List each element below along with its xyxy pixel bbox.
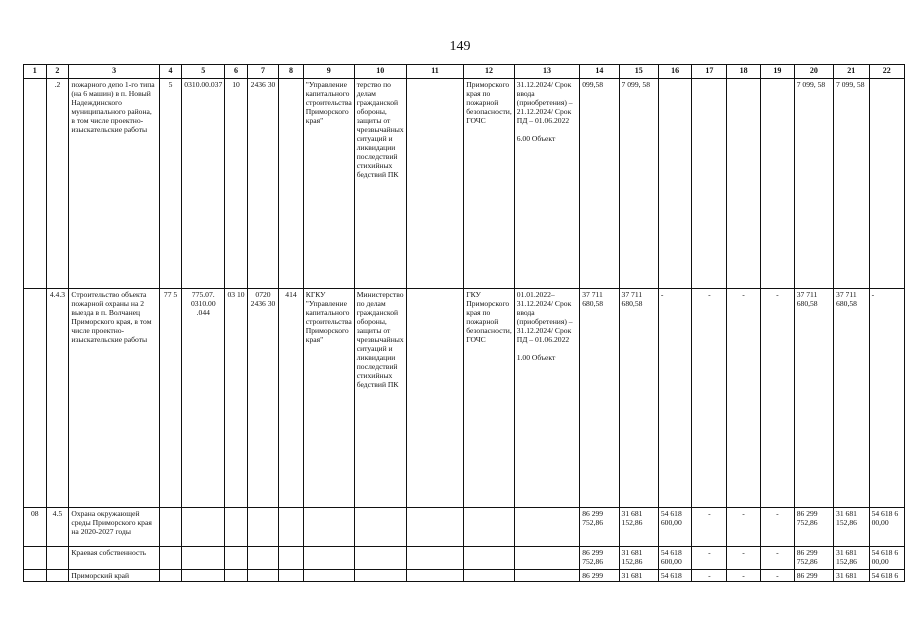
column-header: 19 (760, 65, 794, 79)
table-cell-col-3: пожарного депо 1-го типа (на 6 машин) в п. Новый Надеждинского муниципального района, в том числе проектно-изыскательские работы (69, 79, 159, 289)
table-cell-col-22: 54 618 6 00,00 (869, 508, 904, 547)
table-cell-col-7: 0720 2436 30 (247, 289, 278, 508)
column-header: 4 (159, 65, 182, 79)
table-cell-col-14: 86 299 752,86 (580, 547, 619, 570)
table-cell-col-21: 31 681 152,86 (834, 547, 870, 570)
table-cell-col-17 (692, 79, 727, 289)
column-header: 13 (514, 65, 579, 79)
table-cell-col-5: 0310.00.037 (182, 79, 225, 289)
column-header: 16 (658, 65, 692, 79)
table-cell-col-5 (182, 547, 225, 570)
table-cell-col-19: - (760, 289, 794, 508)
table-cell-col-6 (225, 508, 248, 547)
table-cell-col-15: 31 681 (619, 570, 658, 582)
table-cell-col-13 (514, 547, 579, 570)
table-cell-col-20: 7 099, 58 (794, 79, 833, 289)
column-header-row (24, 65, 905, 79)
table-cell-col-15: 31 681 152,86 (619, 547, 658, 570)
table-cell-col-8 (279, 570, 304, 582)
table-cell-col-8 (279, 508, 304, 547)
page-number: 149 (449, 39, 471, 54)
table-cell-col-1 (24, 570, 47, 582)
table-cell-col-3: Строительство объекта пожарной охраны на 2 выезда в п. Волчанец Приморского края, в том числе проектно-изыскательские работы (69, 289, 159, 508)
table-cell-col-3: Приморский край (69, 570, 159, 582)
column-header: 17 (692, 65, 727, 79)
table-cell-col-12: ГКУ Приморского края по пожарной безопасности, ГОЧС (464, 289, 514, 508)
column-header: 2 (46, 65, 69, 79)
column-header: 11 (406, 65, 464, 79)
table-cell-col-13 (514, 570, 579, 582)
table-cell-col-21: 31 681 152,86 (834, 508, 870, 547)
table-cell-col-10: терство по делам гражданской обороны, защиты от чрезвычайных ситуаций и ликвидации последствий стихийных бедствий ПК (354, 79, 406, 289)
table-row (24, 570, 905, 582)
table-cell-col-18 (727, 79, 761, 289)
table-cell-col-4 (159, 547, 182, 570)
table-cell-col-14: 86 299 752,86 (580, 508, 619, 547)
table-cell-col-7 (247, 570, 278, 582)
table-cell-col-15: 7 099, 58 (619, 79, 658, 289)
table-cell-col-20: 86 299 (794, 570, 833, 582)
table-cell-col-12: Приморского края по пожарной безопасности, ГОЧС (464, 79, 514, 289)
table-cell-col-15: 31 681 152,86 (619, 508, 658, 547)
column-header: 1 (24, 65, 47, 79)
table-cell-col-18: - (727, 547, 761, 570)
table-cell-col-1: 08 (24, 508, 47, 547)
table-cell-col-22: 54 618 6 (869, 570, 904, 582)
table-cell-col-18: - (727, 289, 761, 508)
table-cell-col-16: 54 618 600,00 (658, 508, 692, 547)
table-cell-col-21: 37 711 680,58 (834, 289, 870, 508)
table-cell-col-1 (24, 547, 47, 570)
table-cell-col-20: 86 299 752,86 (794, 547, 833, 570)
table-cell-col-4 (159, 508, 182, 547)
table-cell-col-18: - (727, 508, 761, 547)
table-cell-col-17: - (692, 289, 727, 508)
table-cell-col-16: 54 618 600,00 (658, 547, 692, 570)
table-cell-col-1 (24, 289, 47, 508)
table-cell-col-4: 5 (159, 79, 182, 289)
table-cell-col-9 (303, 508, 354, 547)
table-cell-col-9: КГКУ "Управление капитального строительства Приморского края" (303, 289, 354, 508)
budget-table (23, 64, 905, 582)
table-cell-col-19 (760, 79, 794, 289)
table-cell-col-5: 775.07. 0310.00 .044 (182, 289, 225, 508)
table-cell-col-13: 01.01.2022– 31.12.2024/ Срок ввода (приобретения) – 31.12.2024/ Срок ПД – 01.06.2022 1.00 Объект (514, 289, 579, 508)
table-cell-col-10 (354, 547, 406, 570)
column-header: 8 (279, 65, 304, 79)
table-cell-col-2: .2 (46, 79, 69, 289)
table-cell-col-21: 7 099, 58 (834, 79, 870, 289)
table-cell-col-3: Охрана окружающей среды Приморского края на 2020-2027 годы (69, 508, 159, 547)
table-cell-col-20: 86 299 752,86 (794, 508, 833, 547)
table-cell-col-17: - (692, 570, 727, 582)
table-cell-col-6 (225, 547, 248, 570)
column-header: 18 (727, 65, 761, 79)
table-cell-col-19: - (760, 547, 794, 570)
column-header: 6 (225, 65, 248, 79)
table-cell-col-9: "Управление капитального строительства Приморского края" (303, 79, 354, 289)
table-cell-col-8: 414 (279, 289, 304, 508)
table-cell-col-19: - (760, 570, 794, 582)
table-cell-col-2: 4.4.3 (46, 289, 69, 508)
column-header: 21 (834, 65, 870, 79)
table-cell-col-4: 77 5 (159, 289, 182, 508)
column-header: 3 (69, 65, 159, 79)
table-cell-col-20: 37 711 680,58 (794, 289, 833, 508)
table-cell-col-5 (182, 508, 225, 547)
table-cell-col-14: 37 711 680,58 (580, 289, 619, 508)
table-cell-col-22: - (869, 289, 904, 508)
table-cell-col-10 (354, 570, 406, 582)
table-row (24, 547, 905, 570)
table-cell-col-17: - (692, 547, 727, 570)
table-cell-col-18: - (727, 570, 761, 582)
column-header: 7 (247, 65, 278, 79)
table-cell-col-8 (279, 79, 304, 289)
column-header: 12 (464, 65, 514, 79)
table-cell-col-3: Краевая собственность (69, 547, 159, 570)
table-cell-col-12 (464, 547, 514, 570)
table-cell-col-1 (24, 79, 47, 289)
table-cell-col-16: - (658, 289, 692, 508)
table-cell-col-13: 31.12.2024/ Срок ввода (приобретения) – 21.12.2024/ Срок ПД – 01.06.2022 6.00 Объект (514, 79, 579, 289)
column-header: 10 (354, 65, 406, 79)
table-cell-col-12 (464, 570, 514, 582)
column-header: 20 (794, 65, 833, 79)
table-cell-col-22 (869, 79, 904, 289)
table-cell-col-11 (406, 289, 464, 508)
table-cell-col-7 (247, 508, 278, 547)
table-cell-col-16 (658, 79, 692, 289)
column-header: 22 (869, 65, 904, 79)
table-cell-col-12 (464, 508, 514, 547)
column-header: 14 (580, 65, 619, 79)
table-cell-col-6: 10 (225, 79, 248, 289)
column-header: 15 (619, 65, 658, 79)
table-cell-col-9 (303, 547, 354, 570)
table-cell-col-9 (303, 570, 354, 582)
table-cell-col-15: 37 711 680,58 (619, 289, 658, 508)
table-cell-col-13 (514, 508, 579, 547)
table-cell-col-14: 86 299 (580, 570, 619, 582)
table-cell-col-14: 099,58 (580, 79, 619, 289)
table-cell-col-4 (159, 570, 182, 582)
table-cell-col-11 (406, 508, 464, 547)
table-cell-col-11 (406, 547, 464, 570)
table-row (24, 289, 905, 508)
column-header: 5 (182, 65, 225, 79)
table-cell-col-6: 03 10 (225, 289, 248, 508)
table-cell-col-21: 31 681 (834, 570, 870, 582)
table-row (24, 79, 905, 289)
table-cell-col-2 (46, 570, 69, 582)
table-cell-col-11 (406, 79, 464, 289)
table-cell-col-19: - (760, 508, 794, 547)
table-cell-col-8 (279, 547, 304, 570)
table-cell-col-2: 4.5 (46, 508, 69, 547)
table-cell-col-11 (406, 570, 464, 582)
table-row (24, 508, 905, 547)
table-cell-col-17: - (692, 508, 727, 547)
table-cell-col-7: 2436 30 (247, 79, 278, 289)
table-cell-col-2 (46, 547, 69, 570)
table-cell-col-10 (354, 508, 406, 547)
table-cell-col-5 (182, 570, 225, 582)
table-cell-col-6 (225, 570, 248, 582)
table-cell-col-7 (247, 547, 278, 570)
table-cell-col-16: 54 618 (658, 570, 692, 582)
column-header: 9 (303, 65, 354, 79)
table-cell-col-22: 54 618 6 00,00 (869, 547, 904, 570)
table-cell-col-10: Министерство по делам гражданской обороны, защиты от чрезвычайных ситуаций и ликвидации последствий стихийных бедствий ПК (354, 289, 406, 508)
